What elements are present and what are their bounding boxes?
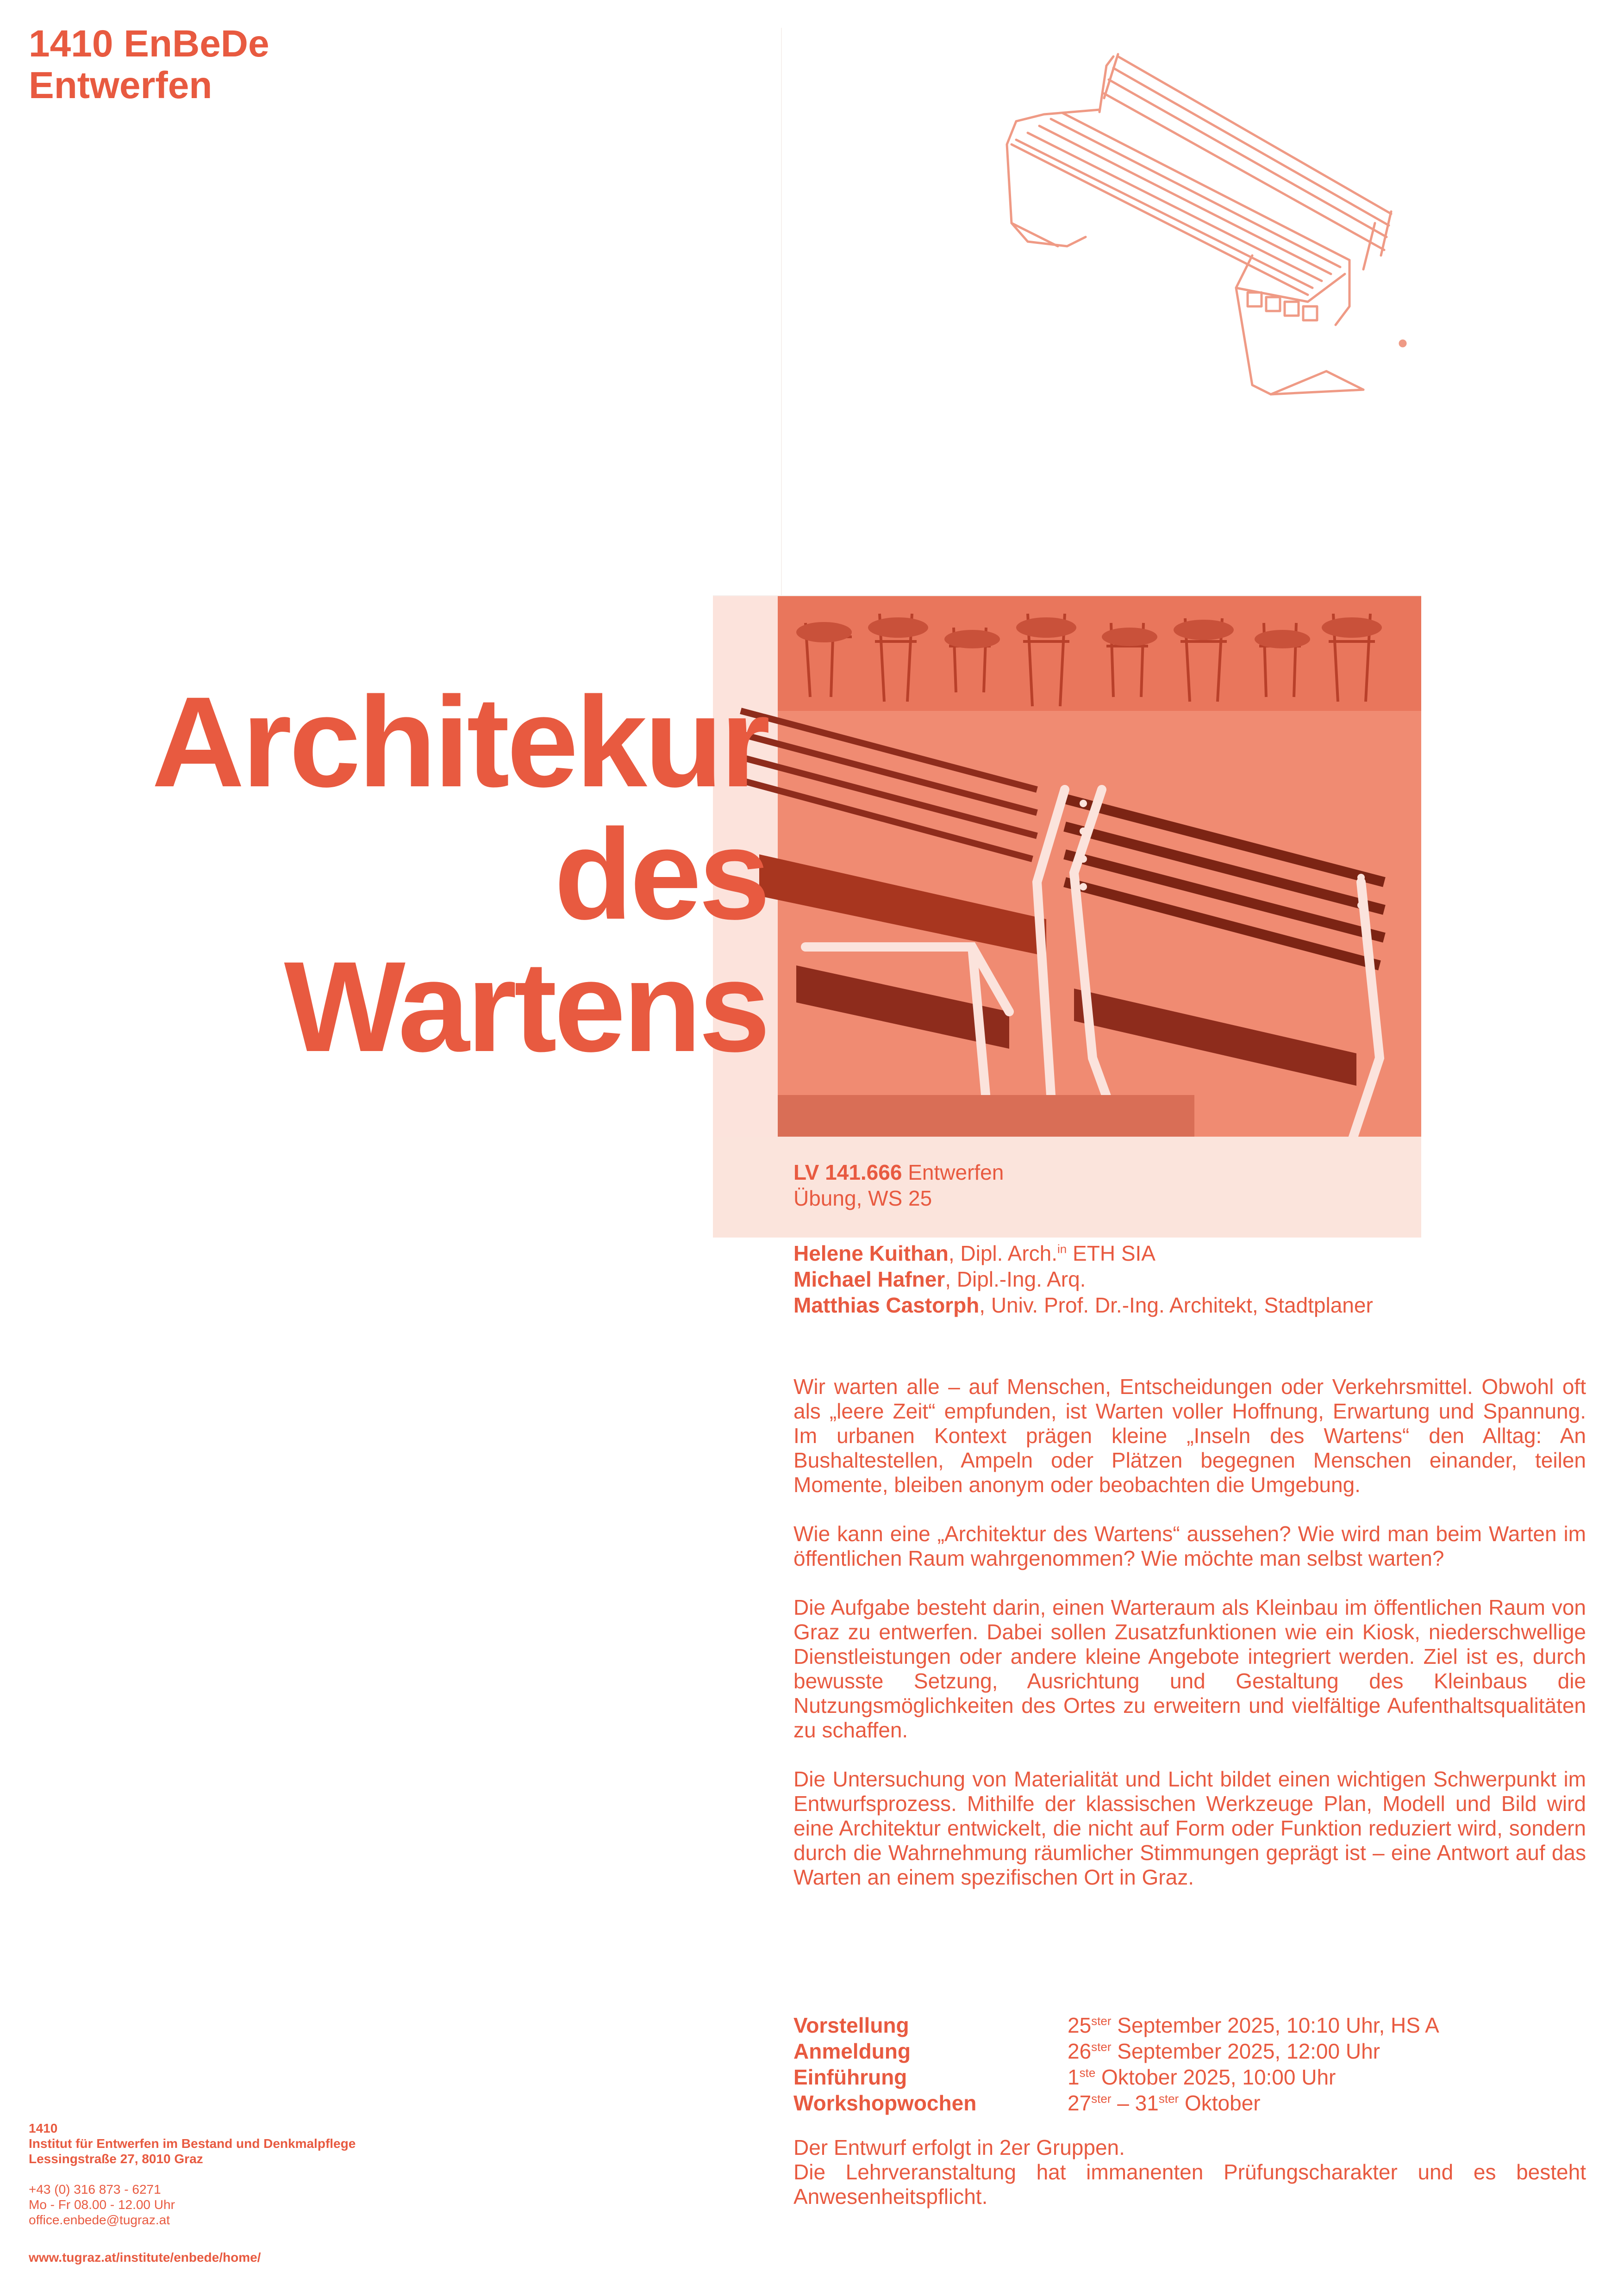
teacher-title-suffix: ETH SIA xyxy=(1067,1241,1156,1265)
header-line-2: Entwerfen xyxy=(29,64,212,106)
footer-url-link[interactable]: www.tugraz.at/institute/enbede/home/ xyxy=(29,2250,261,2265)
footer-contact xyxy=(29,2121,356,2228)
teacher-row xyxy=(793,1292,1373,1318)
course-code: LV 141.666 xyxy=(793,1160,902,1184)
paragraph-4: Die Untersuchung von Materialität und Licht bildet einen wichtigen Schwerpunkt im Entwurfsprozess. Mithilfe der klassischen Werkzeuge Plan, Modell und Bild wird eine Architektur entwickelt, die nicht auf Form oder Funktion reduziert wird, sondern durch die Wahrnehmung räumlicher Stimmungen geprägt ist – eine Antwort auf das Warten an einem spezifischen Ort in Graz. xyxy=(793,1767,1586,1889)
footer-email[interactable]: office.enbede@tugraz.at xyxy=(29,2213,170,2227)
teacher-title-sup: in xyxy=(1057,1242,1067,1256)
schedule-label: Vorstellung xyxy=(793,2013,909,2037)
schedule-label: Einführung xyxy=(793,2065,907,2089)
teacher-title: , Dipl.-Ing. Arq. xyxy=(945,1267,1086,1291)
bench-photo xyxy=(713,595,1421,1238)
schedule-value: $26^{ster}$ September 2025, 12:00 Uhr xyxy=(1068,2039,1380,2063)
schedule-value: $25^{ster}$ September 2025, 10:10 Uhr, HS A xyxy=(1068,2013,1439,2037)
course-term: Übung, WS 25 xyxy=(793,1186,932,1210)
horizontal-divider xyxy=(713,595,1421,596)
teacher-title: , Dipl. Arch. xyxy=(948,1241,1058,1265)
header-line-1: 1410 EnBeDe xyxy=(29,23,269,65)
notes-text xyxy=(793,2135,1586,2209)
teacher-row xyxy=(793,1266,1373,1292)
title-line-1: Architekur xyxy=(151,670,768,814)
note-1: Der Entwurf erfolgt in 2er Gruppen. xyxy=(793,2135,1125,2159)
bench-photo-image xyxy=(713,595,1421,1238)
footer-phone: +43 (0) 316 873 - 6271 xyxy=(29,2182,161,2196)
schedule-label: Workshopwochen xyxy=(793,2091,977,2115)
teachers-list xyxy=(793,1240,1373,1318)
footer-hours: Mo - Fr 08.00 - 12.00 Uhr xyxy=(29,2197,175,2212)
schedule-label: Anmeldung xyxy=(793,2039,911,2063)
paragraph-2: Wie kann eine „Architektur des Wartens“ aussehen? Wie wird man beim Warten im öffentlichen Raum wahrgenommen? Wie möchte man selbst warten? xyxy=(793,1522,1586,1570)
teacher-title: , Univ. Prof. Dr.-Ing. Architekt, Stadtplaner xyxy=(979,1293,1373,1317)
teacher-name: Michael Hafner xyxy=(793,1267,945,1291)
footer-number: 1410 xyxy=(29,2121,58,2135)
course-type: Entwerfen xyxy=(902,1160,1004,1184)
paragraph-3: Die Aufgabe besteht darin, einen Warteraum als Kleinbau im öffentlichen Raum von Graz zu entwerfen. Dabei sollen Zusatzfunktionen wie ein Kiosk, niederschwellige Dienstleistungen oder andere kleine Angebote integriert werden. Ziel ist es, durch bewusste Setzung, Ausrichtung und Gestaltung des Kleinbaus die Nutzungsmöglichkeiten des Ortes zu erweitern und vielfältige Aufenthaltsqualitäten zu schaffen. xyxy=(793,1595,1586,1742)
institute-header xyxy=(29,23,269,106)
title-line-2: des xyxy=(554,802,768,946)
teacher-row xyxy=(793,1240,1373,1266)
bench-line-drawing xyxy=(947,29,1424,413)
vertical-divider xyxy=(781,28,782,611)
schedule-value: $27^{ster} - 31^{ster}$ Oktober xyxy=(1068,2091,1261,2115)
note-2: Die Lehrveranstaltung hat immanenten Prüfungscharakter und es besteht Anwesenheitspflicht. xyxy=(793,2160,1586,2209)
title-line-3: Wartens xyxy=(284,934,768,1078)
footer-address: Lessingstraße 27, 8010 Graz xyxy=(29,2152,203,2166)
paragraph-1: Wir warten alle – auf Menschen, Entscheidungen oder Verkehrsmittel. Obwohl oft als „leere Zeit“ empfunden, ist Warten voller Hoffnung, Erwartung und Spannung. Im urbanen Kontext prägen kleine „Inseln des Wartens“ den Alltag: An Bushaltestellen, Ampeln oder Plätzen begegnen Menschen einander, teilen Momente, bleiben anonym oder beobachten die Umgebung. xyxy=(793,1375,1586,1497)
course-info xyxy=(793,1159,1004,1211)
description-text xyxy=(793,1375,1586,1914)
poster-title xyxy=(151,670,768,1078)
schedule-value: 1ste Oktober 2025, 10:00 Uhr xyxy=(1068,2065,1336,2089)
teacher-name: Helene Kuithan xyxy=(793,1241,949,1265)
teacher-name: Matthias Castorph xyxy=(793,1293,980,1317)
footer-institute: Institut für Entwerfen im Bestand und Denkmalpflege xyxy=(29,2136,356,2151)
